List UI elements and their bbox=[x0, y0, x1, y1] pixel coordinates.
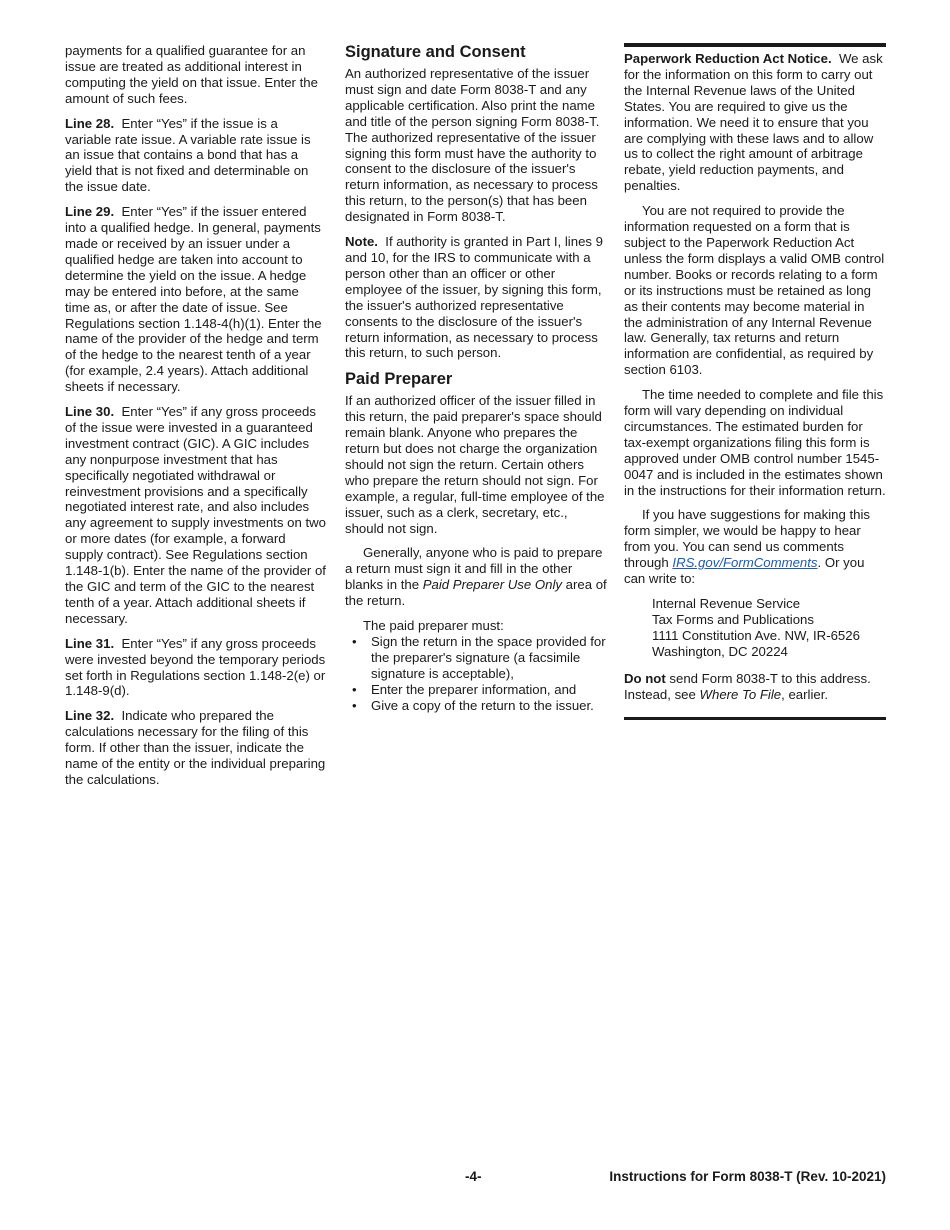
line-28-label: Line 28. bbox=[65, 115, 115, 131]
address-line: Internal Revenue Service bbox=[652, 596, 801, 611]
do-not-send-paragraph bbox=[624, 671, 886, 703]
mailing-address bbox=[624, 596, 886, 660]
generally-paragraph bbox=[345, 545, 608, 609]
paid-preparer-heading: Paid Preparer bbox=[345, 370, 453, 389]
line-29-paragraph bbox=[65, 204, 327, 395]
address-line: Washington, DC 20224 bbox=[652, 643, 788, 659]
line-31-label: Line 31. bbox=[65, 635, 115, 651]
suggestions-paragraph bbox=[624, 507, 886, 587]
signature-consent-text: An authorized representative of the issuer must sign and date Form 8038-T and any applicable certification. Also print the name and title of the person signing Form 8038-T. The authorized representative of the issuer signing this form must have the authority to consent to the disclosure of the issuer's return information, as necessary to process this return, to the person(s) that has been designated in Form 8038-T. bbox=[345, 66, 600, 225]
note-paragraph bbox=[345, 234, 608, 361]
column-right bbox=[624, 43, 886, 720]
paperwork-reduction-label: Paperwork Reduction Act Notice. bbox=[624, 51, 832, 66]
continued-paragraph: payments for a qualified guarantee for an issue are treated as additional interest in computing the yield on that issue. Enter the amount of such fees. bbox=[65, 43, 318, 106]
column-left bbox=[65, 43, 327, 797]
bottom-rule bbox=[624, 717, 886, 720]
preparer-must-intro: The paid preparer must: bbox=[363, 618, 504, 634]
column-middle bbox=[345, 43, 608, 714]
generally-text-a: Generally, anyone who is paid to prepare a return must sign it and fill in the other blanks in the bbox=[345, 545, 603, 593]
paid-preparer-text: If an authorized officer of the issuer filled in this return, the paid preparer's space should remain blank. Anyone who prepares the return but does not charge the organization should not sign the return. Certain others who prepare the return should not sign. For example, a regular, full-time employee of the issuer, such as a clerk, secretary, etc., should not sign. bbox=[345, 393, 605, 536]
line-31-paragraph bbox=[65, 636, 327, 700]
line-32-label: Line 32. bbox=[65, 708, 115, 724]
address-line: Tax Forms and Publications bbox=[652, 611, 814, 627]
paperwork-reduction-paragraph bbox=[624, 51, 886, 194]
line-30-text: Enter “Yes” if any gross proceeds of the issue were invested in a guaranteed investment contract (GIC). A GIC includes any nonpurpose investment that has specifically negotiated withdrawal or reinvestment provisions and a specifically negotiated interest rate, and also includes any agreement to supply investments on two or more dates (for example, a forward supply contract). See Regulations section 1.148-1(b). Enter the name of the provider of the GIC and term of the GIC to the nearest tenth of a year. Attach additional sheets if necessary. bbox=[65, 404, 326, 626]
line-30-label: Line 30. bbox=[65, 404, 115, 420]
line-28-text: Enter “Yes” if the issue is a variable rate issue. A variable rate issue is an issue that contains a bond that has a yield that is not fixed and determinable on the issue date. bbox=[65, 115, 311, 195]
do-not-text-b: , earlier. bbox=[781, 686, 829, 702]
line-28-paragraph bbox=[65, 116, 327, 196]
do-not-text-a: send Form 8038-T to this address. Instead, see bbox=[624, 670, 871, 702]
line-29-text: Enter “Yes” if the issuer entered into a qualified hedge. In general, payments made or received by an issuer under a qualified hedge are taken into account to determine the yield on the issue. A hedge may be entered into before, at the same time as, or after the date of issue. See Regulations section 1.148-4(h)(1). Enter the name of the provider of the hedge and term of the hedge to the nearest tenth of a year (for example, 2.4 years). Attach additional sheets if necessary. bbox=[65, 204, 322, 395]
paperwork-reduction-text: We ask for the information on this form to carry out the Internal Revenue laws of the United States. You are required to give us the information. We need it to ensure that you are complying with these laws and to allow us to collect the right amount of arbitrage rebate, yield reduction payments, and penalties. bbox=[624, 51, 883, 194]
footer-form-title: Instructions for Form 8038-T (Rev. 10-2021) bbox=[609, 1169, 886, 1184]
generally-text-b: area of the return. bbox=[345, 577, 607, 609]
form-comments-link[interactable]: IRS.gov/FormComments bbox=[672, 555, 818, 571]
note-label: Note. bbox=[345, 234, 378, 250]
suggestions-text-a: If you have suggestions for making this form simpler, we would be happy to hear from you. You can send us comments through bbox=[624, 507, 870, 571]
time-needed-paragraph: The time needed to complete and file this form will vary depending on individual circumstances. The estimated burden for tax-exempt organizations filing this form is approved under OMB control number 1545-0047 and is included in the estimates shown in the instructions for their information return. bbox=[624, 387, 886, 498]
where-to-file-reference: Where To File bbox=[699, 686, 782, 702]
omb-paragraph: You are not required to provide the information requested on a form that is subject to the Paperwork Reduction Act unless the form displays a valid OMB control number. Books or records relating to a form or its instructions must be retained as long as their contents may become material in the administration of any Internal Revenue law. Generally, tax returns and return information are confidential, as required by section 6103. bbox=[624, 203, 885, 378]
paid-preparer-use-only: Paid Preparer Use Only bbox=[422, 577, 562, 593]
line-32-text: Indicate who prepared the calculations necessary for the filing of this form. If other than the issuer, indicate the name of the entity or the individual preparing the calculations. bbox=[65, 708, 326, 787]
line-30-paragraph bbox=[65, 404, 327, 627]
top-rule bbox=[624, 43, 886, 47]
line-32-paragraph bbox=[65, 708, 327, 788]
note-text: If authority is granted in Part I, lines 9 and 10, for the IRS to communicate with a person other than an officer or other employee of the issuer, by signing this form, the issuer's authorized representative consents to the disclosure of the issuer's return information, as necessary to process this return, to such person. bbox=[345, 234, 604, 361]
list-item: • Enter the preparer information, and bbox=[345, 682, 608, 698]
list-item: • Sign the return in the space provided for the preparer's signature (a facsimile signature is acceptable), bbox=[345, 634, 608, 682]
preparer-must-list bbox=[345, 634, 608, 714]
signature-consent-heading: Signature and Consent bbox=[345, 43, 526, 61]
address-line: 1111 Constitution Ave. NW, IR-6526 bbox=[652, 627, 860, 643]
do-not-label: Do not bbox=[624, 670, 666, 686]
suggestions-text-b: . Or you can write to: bbox=[624, 555, 865, 587]
page-number: -4- bbox=[465, 1169, 482, 1184]
line-31-text: Enter “Yes” if any gross proceeds were invested beyond the temporary periods set forth in Regulations section 1.148-2(e) or 1.148-9(d). bbox=[65, 635, 326, 699]
line-29-label: Line 29. bbox=[65, 204, 115, 220]
list-item: • Give a copy of the return to the issuer. bbox=[345, 698, 608, 714]
